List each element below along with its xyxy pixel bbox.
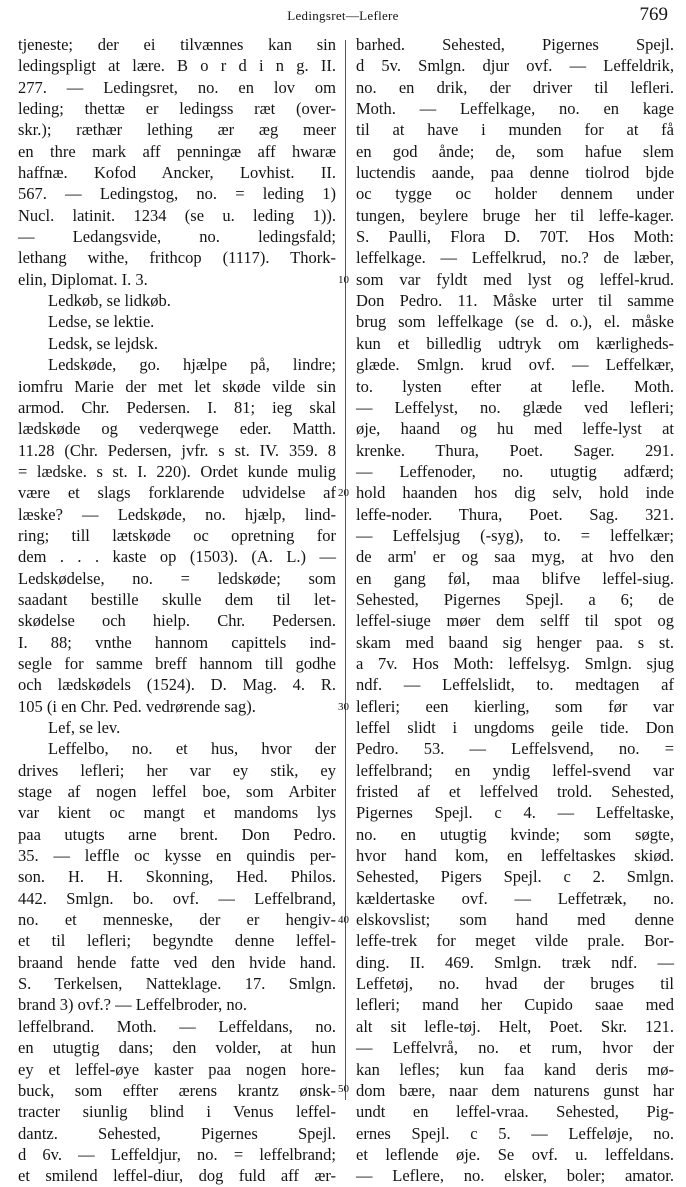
text-line: Sehested, Pigers Spejl. c 2. Smlgn.	[356, 867, 674, 887]
text-line: buck, som effter ærens krantz ønsk-	[18, 1080, 336, 1100]
text-line: ding. II. 469. Smlgn. træk ndf. —	[356, 952, 674, 972]
text-line: 567. — Ledingstog, no. = leding 1)	[18, 184, 336, 204]
text-line: och lædskødels (1524). D. Mag. 4. R.	[18, 675, 336, 695]
text-line: tungen, beylere bruge her til leffe-kager.	[356, 205, 674, 225]
text-line: no. et menneske, der er hengiv-	[18, 910, 336, 930]
text-line: I. 88; vnthe hannom capittels ind-	[18, 632, 336, 652]
text-line: dantz. Sehested, Pigernes Spejl.	[18, 1123, 336, 1143]
text-line: luctendis aande, paa denne tiolrod bjde	[356, 163, 674, 183]
text-line: en gang føl, maa blifve leffel-siug.	[356, 568, 674, 588]
text-line: — Leffelvrå, no. et rum, hvor der	[356, 1038, 674, 1058]
text-line: tjeneste; der ei tilvænnes kan sin	[18, 35, 336, 54]
text-line: brand 3) ovf.? — Leffelbroder, no.	[18, 995, 248, 1015]
text-line: en thre mark aff penningæ aff hwaræ	[18, 141, 336, 161]
text-line: S. Terkelsen, Natteklage. 17. Smlgn.	[18, 974, 336, 994]
text-line: Pedro. 53. — Leffelsvend, no. =	[356, 739, 674, 759]
text-line: dom bære, naar dem naturens gunst har	[356, 1080, 674, 1100]
text-line: Ledse, se lektie.	[48, 312, 155, 332]
text-line: leffelkage. — Leffelkrud, no.? de læber,	[356, 248, 674, 268]
text-line: to. lysten efter at lefle. Moth.	[356, 376, 674, 396]
text-line: drives lefleri; her var ey stik, ey	[18, 760, 336, 780]
text-line: son. H. H. Skonning, Hed. Philos.	[18, 867, 336, 887]
text-line: Ledsk, se lejdsk.	[48, 333, 158, 353]
text-line: Lef, se lev.	[48, 718, 121, 737]
text-line: øje, haand og hu med leffe-lyst at	[356, 419, 674, 439]
text-line: leffel-siuge møer dem selff til spot og	[356, 611, 674, 631]
text-line: oc tygge oc holder dennem under	[356, 184, 674, 204]
text-line: et smilend leffel-diur, dog fuld aff ær-	[18, 1166, 336, 1186]
text-line: — Leffenoder, no. utugtig adfærd;	[356, 461, 674, 481]
text-line: elin, Diplomat. I. 3.	[18, 269, 148, 289]
text-line: være et slags forklarende udvidelse af	[18, 483, 336, 503]
text-line: et leflende øje. Se ovf. u. leffeldans.	[356, 1144, 674, 1164]
text-line: Don Pedro. 11. Måske urter til samme	[356, 291, 674, 311]
text-line: braand hende fatte ved den hvide hand.	[18, 952, 336, 972]
text-line: lædskøde og vederqwege eder. Matth.	[18, 419, 336, 439]
text-line: et til lefleri; begyndte denne leffel-	[18, 931, 336, 951]
text-line: en god ånde; de, som hafue slem	[356, 141, 674, 161]
text-line: barhed. Sehested, Pigernes Spejl.	[356, 35, 674, 54]
text-line: ernes Spejl. c 5. — Leffeløje, no.	[356, 1123, 674, 1143]
text-line: saadant bestille skulle dem til let-	[18, 589, 336, 609]
text-line: kældertaske ovf. — Leffetræk, no.	[356, 888, 674, 908]
text-line: de arm' er og saa myg, at hvo den	[356, 547, 674, 567]
text-line: ledingspligt at lære. B o r d i n g. II.	[18, 56, 336, 76]
text-line: d 6v. — Leffeldjur, no. = leffelbrand;	[18, 1144, 336, 1164]
text-line: paa utugts arne brent. Don Pedro.	[18, 824, 336, 844]
text-line: kan lefles; kun faa kand deris mø-	[356, 1059, 674, 1079]
text-line: Moth. — Leffelkage, no. en kage	[356, 99, 674, 119]
text-line: leffe-noder. Thura, Poet. Sag. 321.	[356, 504, 674, 524]
text-line: lefleri; mand her Cupido saae med	[356, 995, 674, 1015]
right-column	[356, 34, 674, 1186]
text-line: Leffelbo, no. et hus, hvor der	[48, 739, 336, 759]
text-line: skødelse och hielp. Chr. Pedersen.	[18, 611, 336, 631]
text-line: leffelbrand; en yndig leffel-svend var	[356, 760, 674, 780]
text-line: d 5v. Smlgn. djur ovf. — Leffeldrik,	[356, 56, 674, 76]
left-column	[18, 34, 336, 1186]
text-line: — Leflere, no. elsker, boler; amator.	[356, 1166, 674, 1186]
text-line: leffel slidt i ungdoms geile tide. Don	[356, 718, 674, 737]
running-head: Ledingsret—Leflere	[287, 8, 399, 23]
text-line: læske? — Ledskøde, no. hjælp, lind-	[18, 504, 336, 524]
text-line: brug som leffelkage (se d. o.), el. måske	[356, 312, 674, 332]
text-line: 277. — Ledingsret, no. en lov om	[18, 77, 336, 97]
text-line: elskovslist; som hand med denne	[356, 910, 674, 930]
text-line: Ledskøde, go. hjælpe på, lindre;	[48, 355, 336, 375]
text-line: alt sit lefle-tøj. Helt, Poet. Skr. 121.	[356, 1016, 674, 1036]
text-line: Nucl. latinit. 1234 (se u. leding 1)).	[18, 205, 336, 225]
text-line: 105 (i en Chr. Ped. vedrørende sag).	[18, 696, 256, 716]
text-line: leffe-trek for meget vilde prale. Bor-	[356, 931, 674, 951]
text-line: Ledkøb, se lidkøb.	[48, 291, 171, 311]
page-number: 769	[639, 4, 668, 25]
text-line: krenke. Thura, Poet. Sager. 291.	[356, 440, 674, 460]
text-line: — Ledangsvide, no. ledingsfald;	[18, 227, 336, 247]
text-line: skam med baand sig henger paa. s st.	[356, 632, 674, 652]
text-line: armod. Chr. Pedersen. I. 81; ieg skal	[18, 397, 336, 417]
text-line: hvor hand kom, en leffeltaskes skiød.	[356, 846, 674, 866]
text-line: haffnæ. Kofod Ancker, Lovhist. II.	[18, 163, 336, 183]
text-line: 442. Smlgn. bo. ovf. — Leffelbrand,	[18, 888, 336, 908]
text-line: — Leffelyst, no. glæde ved lefleri;	[356, 397, 674, 417]
text-line: undt en leffel-vraa. Sehested, Pig-	[356, 1102, 674, 1122]
text-line: fristed af et leffelved trold. Sehested,	[356, 782, 674, 802]
page-header	[0, 4, 686, 28]
text-line: leding; thettæ er ledingss ræt (over-	[18, 99, 336, 119]
text-line: tracter siunlig blind i Venus leffel-	[18, 1102, 336, 1122]
text-line: ey et leffel-øye kaster paa nogen hore-	[18, 1059, 336, 1079]
text-line: som var fyldt med lyst og leffel-krud.	[356, 269, 674, 289]
margin-line-number: 50	[338, 1083, 349, 1096]
margin-line-number: 20	[338, 487, 349, 499]
text-line: iomfru Marie der met let skøde vilde sin	[18, 376, 336, 396]
margin-line-number: 40	[338, 914, 349, 926]
text-line: lethang withe, frithcop (1117). Thork-	[18, 248, 336, 268]
text-line: segle for samme breff hannom till godhe	[18, 653, 336, 673]
text-line: no. en utugtig kvinde; som søgte,	[356, 824, 674, 844]
text-line: S. Paulli, Flora D. 70T. Hos Moth:	[356, 227, 674, 247]
column-divider	[345, 40, 346, 1100]
text-line: til at have i munden for at få	[356, 120, 674, 140]
margin-line-number: 30	[338, 701, 349, 713]
text-line: ring; till lætskøde oc opretning for	[18, 525, 336, 545]
text-line: Ledskødelse, no. = ledskøde; som	[18, 568, 336, 588]
text-line: hold haanden hos dig selv, hold inde	[356, 483, 674, 503]
text-line: var kient oc mangt et mandoms lys	[18, 803, 336, 823]
margin-line-number: 10	[338, 274, 349, 286]
text-line: — Leffelsjug (-syg), to. = leffelkær;	[356, 525, 674, 545]
text-line: Sehested, Pigernes Spejl. a 6; de	[356, 589, 674, 609]
text-line: lefleri; een kierling, som før var	[356, 696, 674, 716]
text-line: stage af nogen leffel boe, som Arbiter	[18, 782, 336, 802]
text-line: dem . . . kaste op (1503). (A. L.) —	[18, 547, 336, 567]
text-line: ndf. — Leffelslidt, to. medtagen af	[356, 675, 674, 695]
text-line: glæde. Smlgn. krud ovf. — Leffelkær,	[356, 355, 674, 375]
text-line: leffelbrand. Moth. — Leffeldans, no.	[18, 1016, 336, 1036]
text-line: no. en drik, der driver til lefleri.	[356, 77, 674, 97]
text-line: kun et billedlig udtryk om kærligheds-	[356, 333, 674, 353]
text-line: 35. — leffle oc kysse en quindis per-	[18, 846, 336, 866]
text-line: = lædske. s st. I. 220). Ordet kunde mulig	[18, 461, 336, 481]
text-line: Leffetøj, no. hvad der bruges til	[356, 974, 674, 994]
text-line: Pigernes Spejl. c 4. — Leffeltaske,	[356, 803, 674, 823]
text-line: 11.28 (Chr. Pedersen, jvfr. s st. IV. 359. 8	[18, 440, 336, 460]
text-line: en utugtig dans; den volder, at hun	[18, 1038, 336, 1058]
text-line: a 7v. Hos Moth: leffelsyg. Smlgn. sjug	[356, 653, 674, 673]
text-line: skr.); ræthær lething ær æg meer	[18, 120, 336, 140]
